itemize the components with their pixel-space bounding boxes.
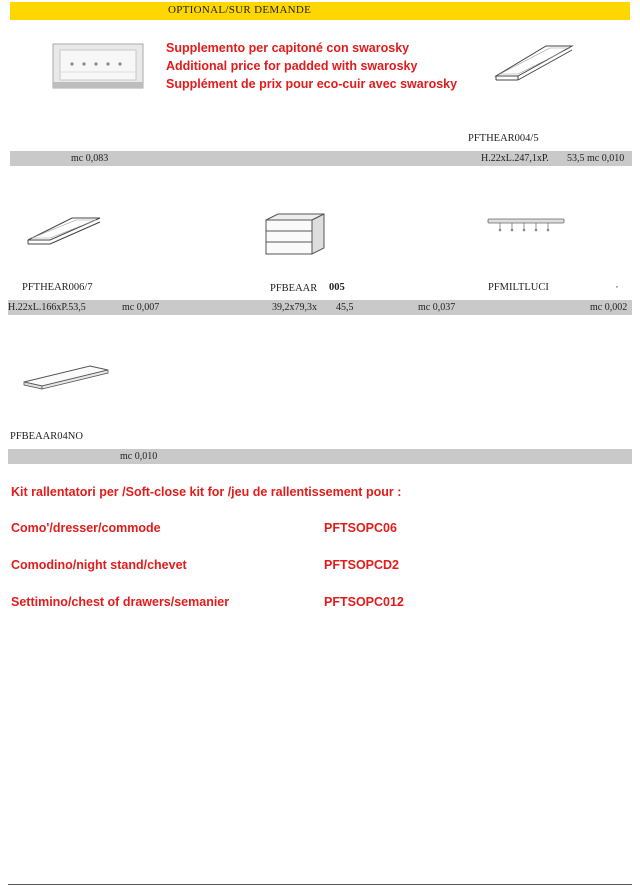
row2-mc-drawer: mc 0,037 [418,302,456,313]
headboard-line-drawing [494,42,574,84]
product-code-pfthear004-5: PFTHEAR004/5 [468,133,539,144]
row1-dims-mc: 53,5 mc 0,010 [567,153,625,164]
product-code-pfbeaar04no: PFBEAAR04NO [10,431,83,442]
footer-divider [8,884,632,885]
promo-line-italian: Supplemento per capitoné con swarosky [166,41,410,55]
row1-bar [10,151,632,166]
stray-mark: , [616,280,618,289]
headboard-short-line-drawing [24,214,104,248]
kit-title: Kit rallentatori per /Soft-close kit for /jeu de rallentissement pour : [11,485,402,499]
row2-mc-light: mc 0,002 [590,302,628,313]
section-title: OPTIONAL/SUR DEMANDE [168,4,312,16]
row1-mc-left: mc 0,083 [71,153,109,164]
row3-bar [8,449,632,464]
led-light-bar-drawing [486,216,566,234]
kit-item-label-nightstand: Comodino/night stand/chevet [11,558,187,572]
row3-mc: mc 0,010 [120,451,158,462]
row1-dims: H.22xL.247,1xP. [481,153,549,164]
kit-item-label-dresser: Como'/dresser/commode [11,521,161,535]
shelf-panel-drawing [20,362,112,392]
row2-dims-headboard: H.22xL.166xP.53,5 [8,302,86,313]
row2-mc-headboard: mc 0,007 [122,302,160,313]
product-code-pfbeaar: PFBEAAR [270,283,318,294]
padded-headboard-image [52,42,144,90]
promo-line-french: Supplément de prix pour eco-cuir avec swarosky [166,77,458,91]
section-header [10,2,630,20]
product-code-pfmiltluci: PFMILTLUCI [488,282,549,293]
kit-item-code-dresser: PFTSOPC06 [324,521,397,535]
kit-item-label-chest: Settimino/chest of drawers/semanier [11,595,230,609]
drawer-unit-drawing [262,212,328,256]
row2-dims-drawer-depth: 45,5 [336,302,354,313]
product-code-pfbeaar-suffix: 005 [329,282,345,293]
kit-item-code-nightstand: PFTSOPCD2 [324,558,400,572]
kit-item-code-chest: PFTSOPC012 [324,595,404,609]
row2-dims-drawer: 39,2x79,3x [272,302,317,313]
row2-bar [8,300,632,315]
product-code-pfthear006-7: PFTHEAR006/7 [22,282,93,293]
promo-line-english: Additional price for padded with swarosky [166,59,418,73]
